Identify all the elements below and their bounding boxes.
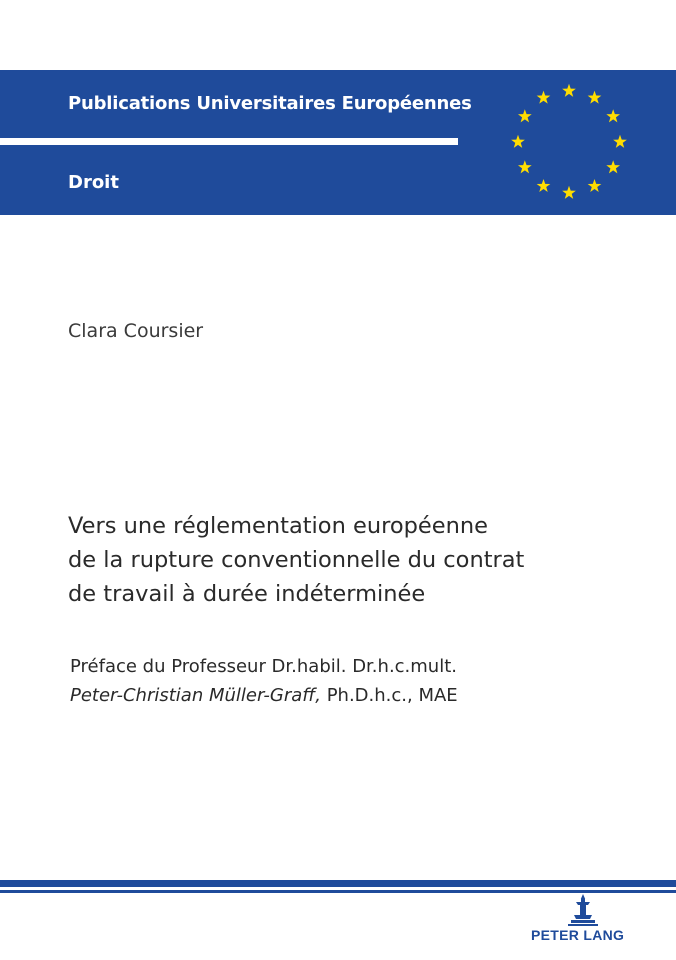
subseries-label: Droit [68, 172, 119, 193]
star-icon [613, 135, 627, 148]
footer-rule-thick [0, 880, 676, 887]
star-icon [537, 179, 551, 192]
book-title [68, 509, 524, 611]
series-title: Publications Universitaires Européennes [68, 93, 472, 114]
author-name: Clara Coursier [68, 320, 204, 342]
banner-divider [0, 138, 458, 145]
star-icon [511, 135, 525, 148]
star-icon [606, 109, 620, 122]
book-title-line: de la rupture conventionnelle du contrat [68, 547, 525, 573]
star-icon [588, 179, 602, 192]
star-icon [537, 91, 551, 104]
star-icon [606, 160, 620, 173]
star-icon [518, 160, 532, 173]
preface-author-line [70, 681, 458, 710]
preface-credit [70, 652, 458, 710]
preface-author-name: Peter-Christian Müller-Graff, [70, 685, 321, 706]
series-banner [0, 70, 676, 215]
preface-line: Préface du Professeur Dr.habil. Dr.h.c.mult. [70, 656, 457, 677]
publisher-name: PETER LANG [531, 927, 625, 943]
book-title-line: de travail à durée indéterminée [68, 581, 426, 607]
star-icon [518, 109, 532, 122]
eu-stars-icon [505, 80, 633, 205]
book-title-line: Vers une réglementation européenne [68, 513, 488, 539]
preface-author-titles: Ph.D.h.c., MAE [320, 685, 458, 706]
star-icon [562, 186, 576, 199]
star-icon [562, 84, 576, 97]
peter-lang-logo-icon [563, 893, 603, 927]
star-icon [588, 91, 602, 104]
